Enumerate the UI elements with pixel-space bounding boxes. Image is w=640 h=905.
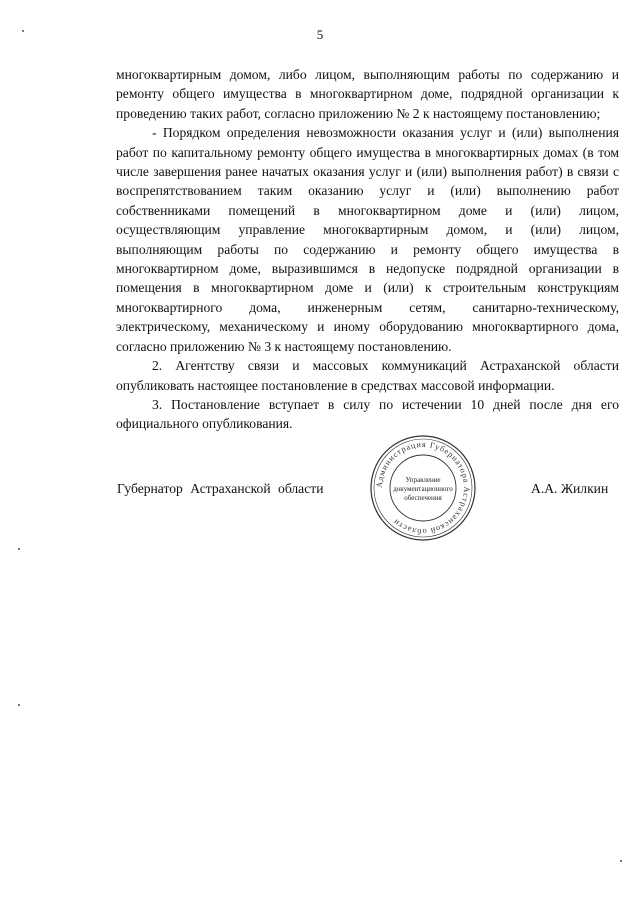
scan-speck <box>18 704 20 706</box>
paragraph-procedure: - Порядком определения невозможности оказания услуг и (или) выполнения работ по капитальному ремонту общего имущества в многоквартирных домах (в том числе завершения ранее начатых оказания услуг и (или) выполнения работ) в связи с воспрепятствованием таким оказанию услуг и (или) выполнению работ собственниками помещений в многоквартирном доме и (или) лицом, осуществляющим управление многоквартирным домом, и (или) лицом, выполняющим работы по содержанию и ремонту общего имущества в многоквартирном доме, выразившимся в недопуске подрядной организации в помещения в многоквартирном доме и (или) к строительным конструкциям многоквартирного дома, инженерным сетям, санитарно-техническому, электрическому, механическому и иному оборудованию многоквартирного дома, согласно приложению № 3 к настоящему постановлению. <box>116 125 619 354</box>
seal-center-line-1: Управление <box>405 476 441 484</box>
official-seal <box>369 434 477 542</box>
scan-speck <box>22 30 24 32</box>
seal-ring-text: Администрация Губернатора Астраханской области <box>374 439 472 537</box>
seal-center-line-2: документационного <box>393 485 453 493</box>
paragraph-continuation: многоквартирным домом, либо лицом, выполняющим работы по содержанию и ремонту общего имущества в многоквартирном доме, подрядной организации к проведению таких работ, согласно приложению № 2 к настоящему постановлению; <box>116 67 619 121</box>
signatory-name: А.А. Жилкин <box>531 481 609 496</box>
page-number: 5 <box>316 27 324 42</box>
document-body <box>116 65 619 434</box>
scan-speck <box>18 548 20 550</box>
signatory-position: Губернатор Астраханской области <box>117 481 324 496</box>
seal-center-line-3: обеспечения <box>404 494 442 502</box>
scan-speck <box>620 860 622 862</box>
paragraph-item-3: 3. Постановление вступает в силу по истечении 10 дней после дня его официального опубликования. <box>116 396 619 432</box>
paragraph-item-2: 2. Агентству связи и массовых коммуникаций Астраханской области опубликовать настоящее постановление в средствах массовой информации. <box>116 358 619 393</box>
